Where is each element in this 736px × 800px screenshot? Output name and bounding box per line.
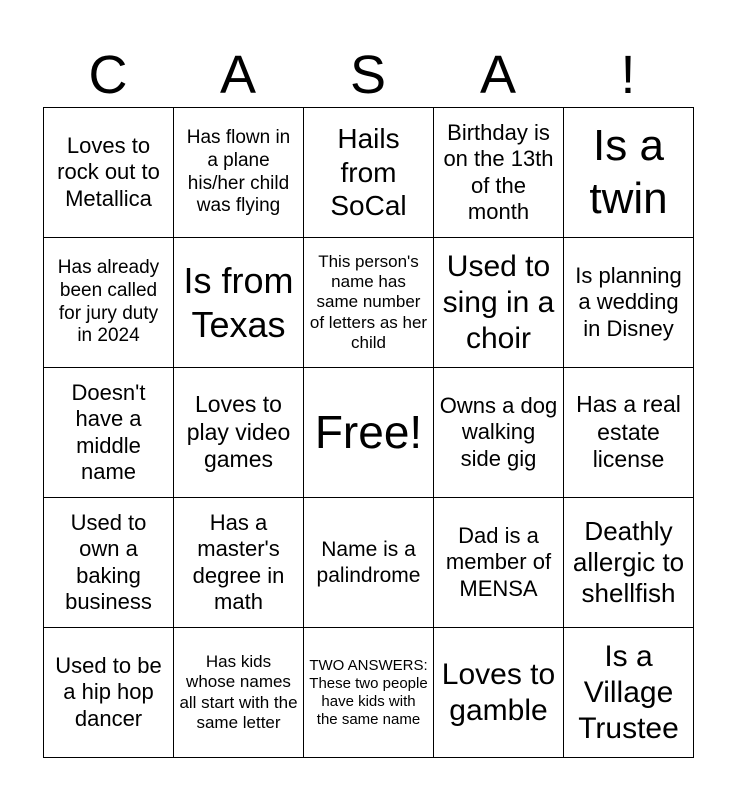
- bingo-cell[interactable]: Is from Texas: [174, 238, 304, 368]
- free-space-cell[interactable]: Free!: [304, 368, 434, 498]
- bingo-cell[interactable]: Birthday is on the 13th of the month: [434, 108, 564, 238]
- bingo-cell[interactable]: Has a real estate license: [564, 368, 694, 498]
- header-letter: A: [219, 45, 257, 105]
- bingo-cell[interactable]: Loves to rock out to Metallica: [44, 108, 174, 238]
- board-row: [44, 238, 694, 368]
- bingo-cell[interactable]: Doesn't have a middle name: [44, 368, 174, 498]
- bingo-cell[interactable]: Deathly allergic to shellfish: [564, 498, 694, 628]
- board-row: [44, 628, 694, 758]
- bingo-cell[interactable]: Used to own a baking business: [44, 498, 174, 628]
- bingo-cell[interactable]: Is a twin: [564, 108, 694, 238]
- bingo-cell[interactable]: Has flown in a plane his/her child was flying: [174, 108, 304, 238]
- bingo-header: [43, 44, 693, 106]
- bingo-cell[interactable]: Is planning a wedding in Disney: [564, 238, 694, 368]
- bingo-cell[interactable]: Has a master's degree in math: [174, 498, 304, 628]
- bingo-cell[interactable]: Owns a dog walking side gig: [434, 368, 564, 498]
- bingo-cell[interactable]: Hails from SoCal: [304, 108, 434, 238]
- bingo-cell[interactable]: Used to sing in a choir: [434, 238, 564, 368]
- header-letter: A: [479, 45, 517, 105]
- bingo-cell[interactable]: Is a Village Trustee: [564, 628, 694, 758]
- board-row: [44, 368, 694, 498]
- board-row: [44, 498, 694, 628]
- bingo-cell[interactable]: Has already been called for jury duty in 2024: [44, 238, 174, 368]
- bingo-cell[interactable]: Dad is a member of MENSA: [434, 498, 564, 628]
- board-row: [44, 108, 694, 238]
- bingo-cell[interactable]: Has kids whose names all start with the same letter: [174, 628, 304, 758]
- bingo-cell[interactable]: Loves to play video games: [174, 368, 304, 498]
- header-letter: C: [88, 45, 128, 105]
- header-letter: S: [349, 45, 387, 105]
- bingo-cell[interactable]: Used to be a hip hop dancer: [44, 628, 174, 758]
- bingo-cell[interactable]: This person's name has same number of letters as her child: [304, 238, 434, 368]
- bingo-cell[interactable]: Loves to gamble: [434, 628, 564, 758]
- bingo-cell[interactable]: Name is a palindrome: [304, 498, 434, 628]
- bingo-board: [43, 107, 694, 758]
- bingo-cell[interactable]: TWO ANSWERS: These two people have kids with the same name: [304, 628, 434, 758]
- header-letter: !: [620, 45, 636, 105]
